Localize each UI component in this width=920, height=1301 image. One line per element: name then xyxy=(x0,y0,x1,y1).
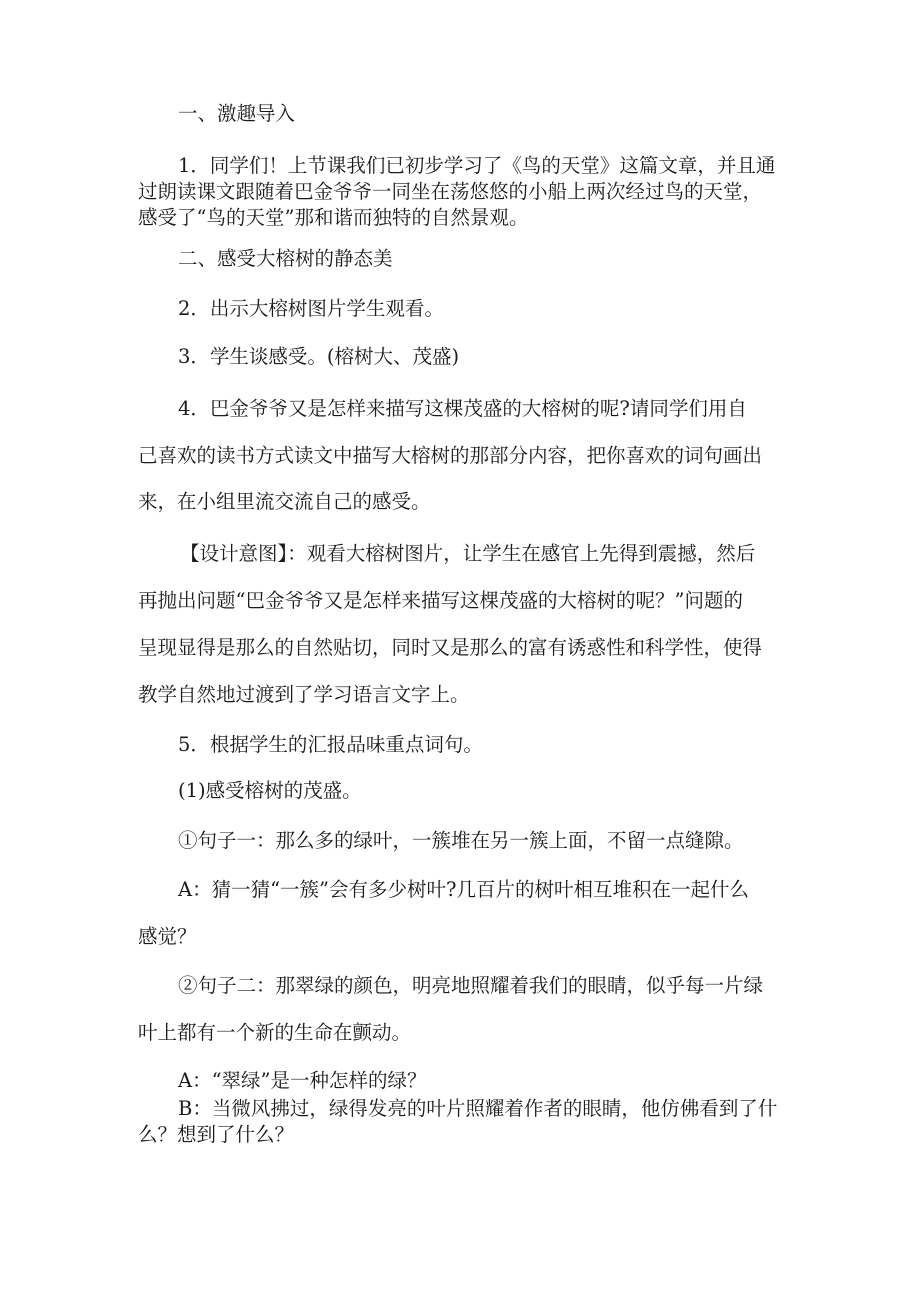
sub-item-1: (1)感受榕树的茂盛。 xyxy=(178,779,362,802)
item-4-line-1: 4．巴金爷爷又是怎样来描写这棵茂盛的大榕树的呢?请同学们用自 xyxy=(178,397,747,420)
section-heading-2: 二、感受大榕树的静态美 xyxy=(178,247,393,270)
design-intent-line-3: 呈现显得是那么的自然贴切，同时又是那么的富有诱惑性和科学性，使得 xyxy=(138,636,763,659)
item-2: 2．出示大榕树图片学生观看。 xyxy=(178,297,444,320)
question-a1-line-2: 感觉？ xyxy=(138,925,197,948)
sentence-1: ①句子一：那么多的绿叶，一簇堆在另一簇上面，不留一点缝隙。 xyxy=(178,829,744,852)
design-intent-line-2: 再抛出问题“巴金爷爷又是怎样来描写这棵茂盛的大榕树的呢？”问题的 xyxy=(138,589,743,612)
question-a2: A：“翠绿”是一种怎样的绿？ xyxy=(178,1069,427,1092)
question-b-line-2: 么？想到了什么？ xyxy=(138,1123,295,1146)
sentence-2-line-1: ②句子二：那翠绿的颜色，明亮地照耀着我们的眼睛，似乎每一片绿 xyxy=(178,974,764,997)
paragraph-1-line-2: 过朗读课文跟随着巴金爷爷一同坐在荡悠悠的小船上两次经过鸟的天堂， xyxy=(138,180,763,203)
paragraph-1-line-1: 1．同学们！上节课我们已初步学习了《鸟的天堂》这篇文章，并且通 xyxy=(178,154,776,177)
question-b-line-1: B：当微风拂过，绿得发亮的叶片照耀着作者的眼睛，他仿佛看到了什 xyxy=(178,1097,778,1120)
item-3: 3．学生谈感受。(榕树大、茂盛) xyxy=(178,345,460,368)
design-intent-line-4: 教学自然地过渡到了学习语言文字上。 xyxy=(138,683,470,706)
paragraph-1-line-3: 感受了“鸟的天堂”那和谐而独特的自然景观。 xyxy=(138,206,529,229)
section-heading-1: 一、激趣导入 xyxy=(178,102,296,125)
design-intent-line-1: 【设计意图】：观看大榕树图片，让学生在感官上先得到震撼，然后 xyxy=(180,542,756,565)
item-4-line-2: 己喜欢的读书方式读文中描写大榕树的那部分内容，把你喜欢的词句画出 xyxy=(138,444,763,467)
sentence-2-line-2: 叶上都有一个新的生命在颤动。 xyxy=(138,1021,412,1044)
item-4-line-3: 来，在小组里流交流自己的感受。 xyxy=(138,490,431,513)
item-5: 5．根据学生的汇报品味重点词句。 xyxy=(178,733,483,756)
question-a1-line-1: A：猜一猜“一簇”会有多少树叶?几百片的树叶相互堆积在一起什么 xyxy=(178,878,749,901)
